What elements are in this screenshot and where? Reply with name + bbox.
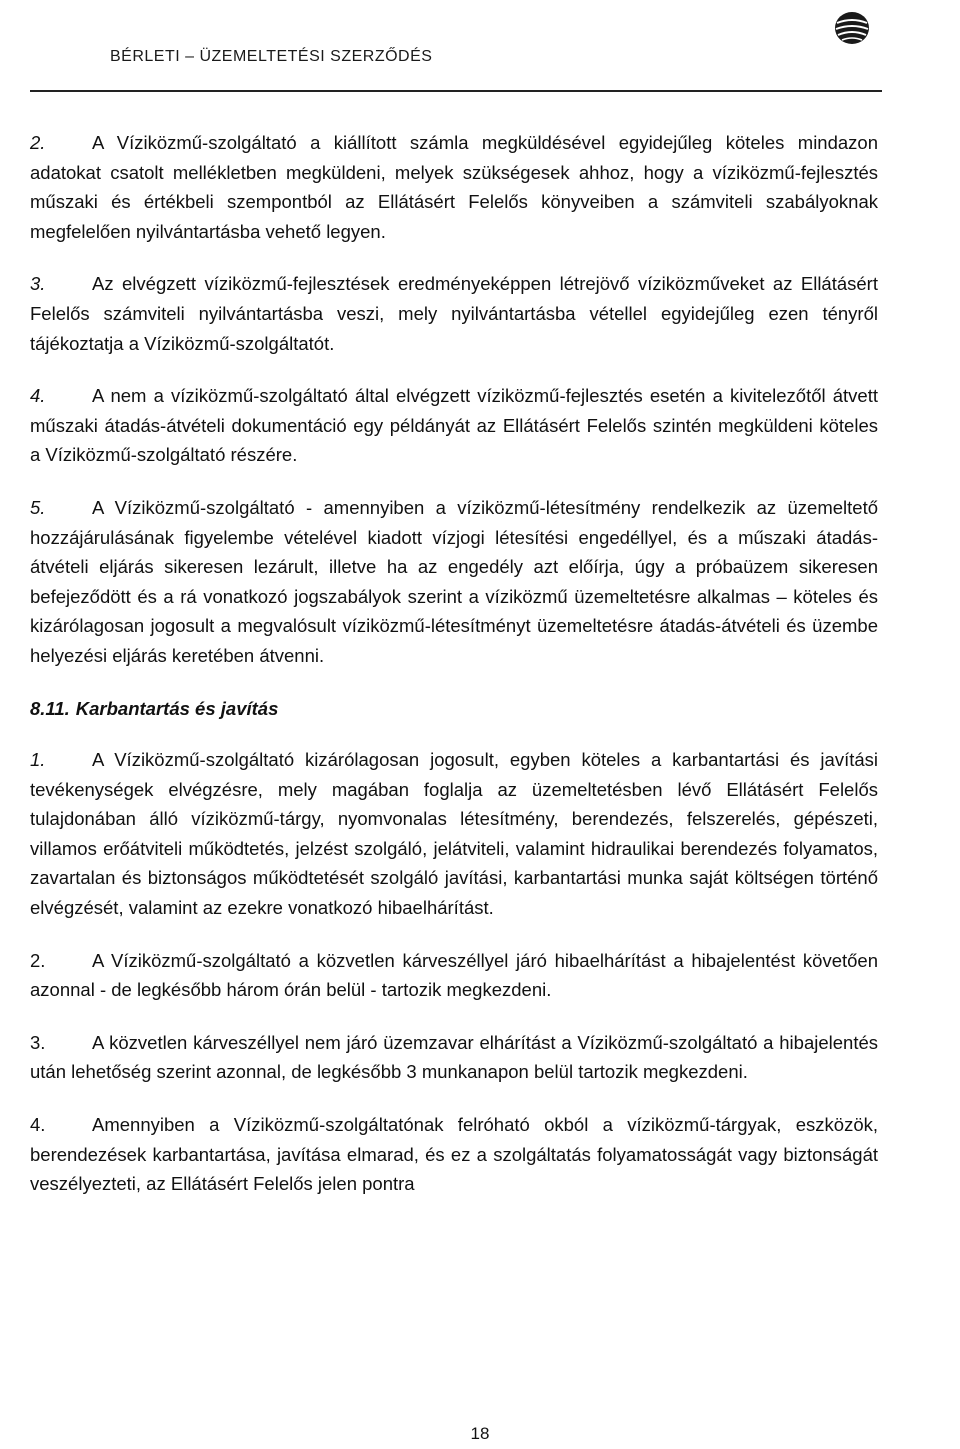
paragraph-text: A Víziközmű-szolgáltató a közvetlen kárveszéllyel járó hibaelhárítást a hibajelentést követően azonnal - de legkésőbb három órán belül - tartozik megkezdeni. — [30, 949, 878, 1001]
paragraph-number: 4. — [30, 1114, 46, 1136]
paragraph-number: 2. — [30, 949, 46, 971]
paragraph-number: 1. — [30, 749, 46, 771]
paragraph-number: 2. — [30, 132, 46, 153]
paragraph-text: Amennyiben a Víziközmű-szolgáltatónak felróható okból a víziközmű-tárgyak, eszközök, berendezések karbantartása, javítása elmarad, és ez a szolgáltatás folyamatosságát vagy biztonságát veszélyezteti, az Ellátásért Felelős jelen pontra — [30, 1114, 878, 1195]
paragraph — [30, 493, 878, 671]
paragraph — [30, 946, 878, 1005]
paragraph-number: 4. — [30, 385, 46, 407]
document-title: BÉRLETI – ÜZEMELTETÉSI SZERZŐDÉS — [110, 48, 433, 65]
paragraph-text: A Víziközmű-szolgáltató a kiállított számla megküldésével egyidejűleg köteles mindazon adatokat csatolt mellékletben megküldeni, melyek szükségesek ahhoz, hogy a víziközmű-fejlesztés műszaki és értékbeli szempontból az Ellátásért Felelős könyveiben a számviteli szabályoknak megfelelően nyilvántartásba vehető legyen. — [30, 132, 878, 242]
paragraph-text: A közvetlen kárveszéllyel nem járó üzemzavar elhárítást a Víziközmű-szolgáltató a hibajelentés után lehetőség szerint azonnal, de legkésőbb 3 munkanapon belül tartozik megkezdeni. — [30, 1031, 878, 1083]
section-title: Karbantartás és javítás — [75, 697, 279, 719]
section-heading — [30, 694, 878, 724]
paragraph-number: 3. — [30, 1031, 46, 1053]
paragraph-text: A nem a víziközmű-szolgáltató által elvégzett víziközmű-fejlesztés esetén a kivitelezőtől átvett műszaki átadás-átvételi dokumentáció egy példányát az Ellátásért Felelős szintén megküldeni köteles a Víziközmű-szolgáltató részére. — [30, 385, 878, 466]
paragraph — [30, 1110, 878, 1199]
paragraph-number: 5. — [30, 496, 46, 518]
paragraph — [30, 128, 878, 246]
paragraph-text: A Víziközmű-szolgáltató - amennyiben a víziközmű-létesítmény rendelkezik az üzemeltető hozzájárulásának figyelembe vételével kiadott vízjogi létesítési engedéllyel, és a műszaki átadás-átvételi eljárás sikeresen lezárult, illetve ha az engedély azt előírja, úgy a próbaüzem sikeresen befejeződött és a rá vonatkozó jogszabályok szerint a víziközmű üzemeltetésre alkalmas – köteles és kizárólagosan jogosult a megvalósult víziközmű-létesítményt üzemeltetésre átadás-átvételi és üzembe helyezési eljárás keretében átvenni. — [30, 496, 878, 666]
paragraph-text: Az elvégzett víziközmű-fejlesztések eredményeképpen létrejövő víziközműveket az Ellátásért Felelős számviteli nyilvántartásba veszi, mely nyilvántartásba vétellel egyidejűleg ezen tényről tájékoztatja a Víziközmű-szolgáltatót. — [30, 273, 878, 354]
section-number: 8.11. — [30, 697, 70, 719]
paragraph — [30, 1028, 878, 1087]
paragraph — [30, 269, 878, 358]
paragraph-number: 3. — [30, 273, 46, 295]
paragraph-text: A Víziközmű-szolgáltató kizárólagosan jogosult, egyben köteles a karbantartási és javítási tevékenységek elvégzésre, mely magában foglalja az üzemeltetésben lévő Ellátásért Felelős tulajdonában álló víziközmű-tárgy, nyomvonalas létesítmény, berendezés, felszerelés, gépészeti, villamos erőátviteli működtetés, jelzést szolgáló, jelátviteli, valamint hidraulikai berendezés folyamatos, zavartalan és biztonságos működtetését szolgáló javítási, karbantartási munka saját költségen történő elvégzését, valamint az ezekre vonatkozó hibaelhárítást. — [30, 749, 878, 919]
globe-logo-icon — [832, 8, 872, 48]
document-body — [30, 128, 878, 1222]
paragraph — [30, 745, 878, 923]
paragraph — [30, 381, 878, 470]
header-divider — [30, 90, 882, 92]
page-number: 18 — [470, 1424, 490, 1443]
